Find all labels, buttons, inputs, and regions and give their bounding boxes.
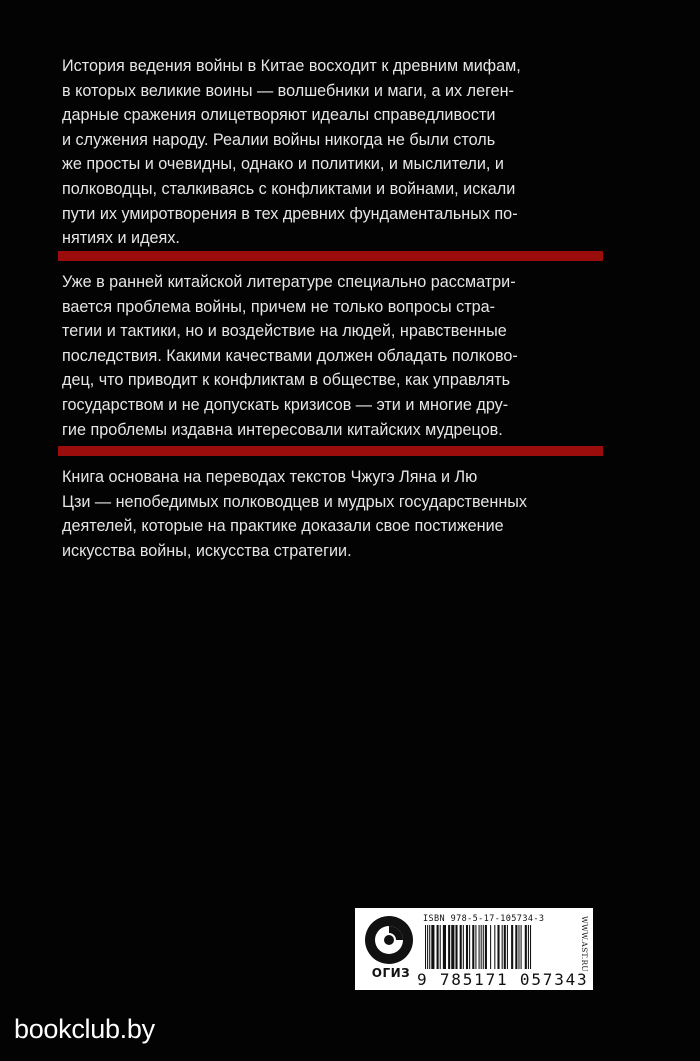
barcode-bar [515, 925, 517, 969]
publisher-name: ОГИЗ [371, 966, 411, 980]
text-line: искусства войны, искусства стратегии. [62, 541, 352, 560]
text-line: в которых великие воины — волшебники и маги, а их леген- [62, 81, 514, 100]
text-line: вается проблема войны, причем не только вопросы стра- [62, 297, 496, 316]
site-watermark: bookclub.by [14, 1014, 155, 1044]
publisher-url: WWW.AST.RU [580, 916, 589, 973]
text-line: Уже в ранней китайской литературе специально рассматри- [62, 273, 516, 291]
barcode-bar [437, 925, 439, 969]
text-line: нятиях и идеях. [62, 229, 180, 248]
text-line: же просты и очевидны, однако и политики, и мыслители, и [62, 155, 504, 174]
text-line: полководцы, сталкиваясь с конфликтами и войнами, искали [62, 179, 516, 198]
barcode-bar [483, 925, 484, 969]
text-line: Книга основана на переводах текстов Чжугэ Ляна и Лю [62, 468, 478, 486]
barcode-bar [448, 925, 450, 969]
barcode-bar [504, 925, 506, 969]
text-line: гие проблемы издавна интересовали китайских мудрецов. [62, 420, 503, 439]
barcode-bar [507, 925, 508, 969]
text-line: последствия. Какими качествами должен обладать полково- [62, 346, 518, 365]
barcode-bar [425, 925, 426, 969]
barcode-bar [479, 925, 480, 969]
text-line: пути их умиротворения в тех древних фундаментальных по- [62, 204, 518, 223]
barcode-bar [455, 925, 457, 969]
text-line: тегии и тактики, но и воздействие на людей, нравственные [62, 322, 507, 341]
text-line: дарные сражения олицетворяют идеалы справедливости [62, 106, 496, 125]
barcode-bar [511, 925, 513, 969]
annotation-paragraph-1 [62, 54, 607, 251]
barcode-bar [518, 925, 519, 969]
text-line: Цзи — непобедимых полководцев и мудрых государственных [62, 492, 528, 511]
red-divider-2 [58, 446, 603, 456]
publisher-circle-logo-icon [363, 914, 415, 966]
text-line: дец, что приводит к конфликтам в обществе, как управлять [62, 371, 511, 390]
annotation-paragraph-2 [62, 270, 607, 442]
barcode-bar [443, 925, 446, 969]
barcode-bar [494, 925, 495, 969]
barcode-bar [427, 925, 428, 969]
barcode-bar [521, 925, 522, 969]
barcode-bar [490, 925, 491, 969]
barcode-bar [530, 925, 531, 969]
barcode-bar [497, 925, 499, 969]
annotation-paragraph-3 [62, 465, 607, 563]
text-line: и служения народу. Реалии войны никогда не были столь [62, 130, 496, 149]
text-line: деятелей, которые на практике доказали свое постижение [62, 517, 504, 536]
barcode-bar [440, 925, 441, 969]
barcode-bar [472, 925, 474, 969]
ean-digits: 9 785171 057343 [417, 970, 589, 989]
text-line: История ведения войны в Китае восходит к древним мифам, [62, 57, 521, 75]
barcode-bar [431, 925, 434, 969]
barcode-bar [429, 925, 430, 969]
barcode-bar [525, 925, 527, 969]
barcode-bar [475, 925, 476, 969]
isbn-barcode-panel [355, 908, 593, 990]
barcode-bar [481, 925, 482, 969]
barcode-bar [485, 925, 487, 969]
barcode-bar [451, 925, 454, 969]
barcode-bar [502, 925, 503, 969]
barcode-bar [528, 925, 529, 969]
isbn-number: ISBN 978-5-17-105734-3 [423, 914, 545, 924]
barcode-bar [460, 925, 462, 969]
red-divider-1 [58, 251, 603, 261]
barcode-bar [466, 925, 468, 969]
barcode-bar [469, 925, 470, 969]
barcode-bar [463, 925, 464, 969]
ean-barcode [423, 925, 573, 969]
text-line: государством и не допускать кризисов — эти и многие дру- [62, 395, 509, 414]
